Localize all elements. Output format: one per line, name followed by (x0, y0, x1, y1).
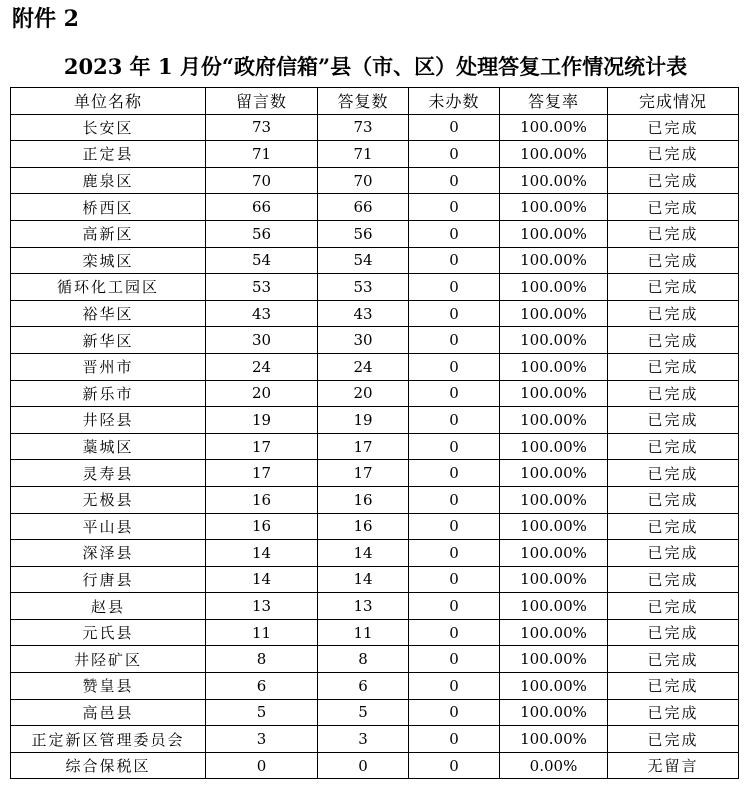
reply-count-cell: 66 (318, 194, 409, 221)
pending-count-cell: 0 (409, 380, 500, 407)
completion-status-cell: 已完成 (608, 380, 739, 407)
reply-count-cell: 73 (318, 114, 409, 141)
table-row (11, 247, 739, 274)
pending-count-cell: 0 (409, 460, 500, 487)
table-row (11, 353, 739, 380)
message-count-cell: 70 (206, 167, 318, 194)
reply-rate-cell: 100.00% (500, 593, 608, 620)
table-row (11, 380, 739, 407)
reply-rate-cell: 100.00% (500, 433, 608, 460)
message-count-cell: 11 (206, 619, 318, 646)
reply-count-cell: 56 (318, 220, 409, 247)
unit-name-cell: 井陉矿区 (11, 646, 206, 673)
reply-rate-cell: 100.00% (500, 726, 608, 753)
table-row (11, 646, 739, 673)
message-count-cell: 14 (206, 566, 318, 593)
table-row (11, 167, 739, 194)
unit-name-cell: 高邑县 (11, 699, 206, 726)
completion-status-cell: 已完成 (608, 433, 739, 460)
completion-status-cell: 已完成 (608, 619, 739, 646)
unit-name-cell: 平山县 (11, 513, 206, 540)
pending-count-cell: 0 (409, 752, 500, 779)
message-count-cell: 16 (206, 486, 318, 513)
pending-count-cell: 0 (409, 141, 500, 168)
table-header-row (11, 88, 739, 115)
reply-rate-cell: 100.00% (500, 566, 608, 593)
reply-rate-cell: 100.00% (500, 327, 608, 354)
reply-rate-cell: 100.00% (500, 540, 608, 567)
reply-count-cell: 8 (318, 646, 409, 673)
unit-name-cell: 桥西区 (11, 194, 206, 221)
header-message-count: 留言数 (206, 88, 318, 115)
unit-name-cell: 新华区 (11, 327, 206, 354)
table-row (11, 141, 739, 168)
completion-status-cell: 已完成 (608, 540, 739, 567)
pending-count-cell: 0 (409, 220, 500, 247)
reply-count-cell: 5 (318, 699, 409, 726)
message-count-cell: 14 (206, 540, 318, 567)
reply-rate-cell: 100.00% (500, 460, 608, 487)
table-row (11, 752, 739, 779)
table-row (11, 513, 739, 540)
table-row (11, 274, 739, 301)
completion-status-cell: 已完成 (608, 726, 739, 753)
completion-status-cell: 已完成 (608, 141, 739, 168)
reply-rate-cell: 100.00% (500, 380, 608, 407)
reply-rate-cell: 100.00% (500, 486, 608, 513)
header-reply-rate: 答复率 (500, 88, 608, 115)
table-row (11, 726, 739, 753)
reply-count-cell: 24 (318, 353, 409, 380)
unit-name-cell: 赞皇县 (11, 673, 206, 700)
unit-name-cell: 高新区 (11, 220, 206, 247)
reply-count-cell: 0 (318, 752, 409, 779)
unit-name-cell: 无极县 (11, 486, 206, 513)
unit-name-cell: 灵寿县 (11, 460, 206, 487)
pending-count-cell: 0 (409, 566, 500, 593)
reply-rate-cell: 100.00% (500, 220, 608, 247)
reply-count-cell: 71 (318, 141, 409, 168)
reply-rate-cell: 100.00% (500, 194, 608, 221)
unit-name-cell: 长安区 (11, 114, 206, 141)
pending-count-cell: 0 (409, 540, 500, 567)
table-body (11, 114, 739, 779)
reply-rate-cell: 100.00% (500, 407, 608, 434)
completion-status-cell: 已完成 (608, 247, 739, 274)
message-count-cell: 8 (206, 646, 318, 673)
page-title: 2023 年 1 月份“政府信箱”县（市、区）处理答复工作情况统计表 (63, 54, 688, 79)
completion-status-cell: 已完成 (608, 699, 739, 726)
table-row (11, 593, 739, 620)
table-row (11, 327, 739, 354)
reply-count-cell: 20 (318, 380, 409, 407)
message-count-cell: 17 (206, 460, 318, 487)
pending-count-cell: 0 (409, 407, 500, 434)
reply-rate-cell: 100.00% (500, 646, 608, 673)
message-count-cell: 6 (206, 673, 318, 700)
pending-count-cell: 0 (409, 327, 500, 354)
reply-count-cell: 17 (318, 433, 409, 460)
message-count-cell: 19 (206, 407, 318, 434)
pending-count-cell: 0 (409, 726, 500, 753)
unit-name-cell: 循环化工园区 (11, 274, 206, 301)
table-row (11, 540, 739, 567)
completion-status-cell: 已完成 (608, 566, 739, 593)
reply-rate-cell: 100.00% (500, 114, 608, 141)
completion-status-cell: 已完成 (608, 114, 739, 141)
reply-rate-cell: 100.00% (500, 673, 608, 700)
pending-count-cell: 0 (409, 114, 500, 141)
completion-status-cell: 已完成 (608, 327, 739, 354)
reply-rate-cell: 100.00% (500, 699, 608, 726)
message-count-cell: 43 (206, 300, 318, 327)
table-row (11, 460, 739, 487)
message-count-cell: 24 (206, 353, 318, 380)
completion-status-cell: 已完成 (608, 274, 739, 301)
message-count-cell: 73 (206, 114, 318, 141)
completion-status-cell: 已完成 (608, 353, 739, 380)
table-row (11, 673, 739, 700)
unit-name-cell: 正定新区管理委员会 (11, 726, 206, 753)
reply-count-cell: 16 (318, 486, 409, 513)
header-completion-status: 完成情况 (608, 88, 739, 115)
reply-count-cell: 17 (318, 460, 409, 487)
reply-count-cell: 16 (318, 513, 409, 540)
pending-count-cell: 0 (409, 486, 500, 513)
unit-name-cell: 鹿泉区 (11, 167, 206, 194)
completion-status-cell: 已完成 (608, 194, 739, 221)
reply-count-cell: 30 (318, 327, 409, 354)
table-row (11, 220, 739, 247)
unit-name-cell: 藁城区 (11, 433, 206, 460)
table-row (11, 433, 739, 460)
table-row (11, 619, 739, 646)
reply-rate-cell: 100.00% (500, 300, 608, 327)
unit-name-cell: 行唐县 (11, 566, 206, 593)
table-row (11, 486, 739, 513)
reply-rate-cell: 100.00% (500, 274, 608, 301)
pending-count-cell: 0 (409, 673, 500, 700)
reply-rate-cell: 100.00% (500, 141, 608, 168)
table-row (11, 699, 739, 726)
completion-status-cell: 已完成 (608, 407, 739, 434)
reply-rate-cell: 100.00% (500, 247, 608, 274)
message-count-cell: 16 (206, 513, 318, 540)
table-row (11, 194, 739, 221)
reply-count-cell: 19 (318, 407, 409, 434)
pending-count-cell: 0 (409, 194, 500, 221)
completion-status-cell: 已完成 (608, 646, 739, 673)
reply-rate-cell: 100.00% (500, 513, 608, 540)
completion-status-cell: 已完成 (608, 460, 739, 487)
completion-status-cell: 已完成 (608, 513, 739, 540)
pending-count-cell: 0 (409, 513, 500, 540)
message-count-cell: 53 (206, 274, 318, 301)
pending-count-cell: 0 (409, 167, 500, 194)
reply-rate-cell: 0.00% (500, 752, 608, 779)
unit-name-cell: 赵县 (11, 593, 206, 620)
unit-name-cell: 深泽县 (11, 540, 206, 567)
reply-count-cell: 54 (318, 247, 409, 274)
message-count-cell: 56 (206, 220, 318, 247)
pending-count-cell: 0 (409, 353, 500, 380)
unit-name-cell: 井陉县 (11, 407, 206, 434)
message-count-cell: 13 (206, 593, 318, 620)
message-count-cell: 71 (206, 141, 318, 168)
pending-count-cell: 0 (409, 300, 500, 327)
reply-rate-cell: 100.00% (500, 167, 608, 194)
table-row (11, 114, 739, 141)
pending-count-cell: 0 (409, 646, 500, 673)
unit-name-cell: 晋州市 (11, 353, 206, 380)
reply-count-cell: 70 (318, 167, 409, 194)
completion-status-cell: 已完成 (608, 167, 739, 194)
unit-name-cell: 正定县 (11, 141, 206, 168)
unit-name-cell: 裕华区 (11, 300, 206, 327)
message-count-cell: 3 (206, 726, 318, 753)
pending-count-cell: 0 (409, 274, 500, 301)
completion-status-cell: 无留言 (608, 752, 739, 779)
reply-count-cell: 13 (318, 593, 409, 620)
reply-count-cell: 14 (318, 566, 409, 593)
completion-status-cell: 已完成 (608, 673, 739, 700)
message-count-cell: 54 (206, 247, 318, 274)
unit-name-cell: 综合保税区 (11, 752, 206, 779)
reply-count-cell: 14 (318, 540, 409, 567)
pending-count-cell: 0 (409, 247, 500, 274)
reply-count-cell: 3 (318, 726, 409, 753)
completion-status-cell: 已完成 (608, 593, 739, 620)
pending-count-cell: 0 (409, 619, 500, 646)
message-count-cell: 30 (206, 327, 318, 354)
reply-count-cell: 53 (318, 274, 409, 301)
message-count-cell: 66 (206, 194, 318, 221)
reply-rate-cell: 100.00% (500, 619, 608, 646)
unit-name-cell: 栾城区 (11, 247, 206, 274)
message-count-cell: 5 (206, 699, 318, 726)
table-row (11, 566, 739, 593)
header-reply-count: 答复数 (318, 88, 409, 115)
reply-rate-cell: 100.00% (500, 353, 608, 380)
statistics-table (10, 87, 739, 779)
pending-count-cell: 0 (409, 699, 500, 726)
reply-count-cell: 43 (318, 300, 409, 327)
pending-count-cell: 0 (409, 593, 500, 620)
unit-name-cell: 新乐市 (11, 380, 206, 407)
reply-count-cell: 6 (318, 673, 409, 700)
message-count-cell: 0 (206, 752, 318, 779)
pending-count-cell: 0 (409, 433, 500, 460)
unit-name-cell: 元氏县 (11, 619, 206, 646)
attachment-label: 附件 2 (12, 6, 79, 32)
completion-status-cell: 已完成 (608, 220, 739, 247)
header-pending-count: 未办数 (409, 88, 500, 115)
table-row (11, 300, 739, 327)
table-row (11, 407, 739, 434)
header-unit-name: 单位名称 (11, 88, 206, 115)
reply-count-cell: 11 (318, 619, 409, 646)
completion-status-cell: 已完成 (608, 486, 739, 513)
message-count-cell: 20 (206, 380, 318, 407)
completion-status-cell: 已完成 (608, 300, 739, 327)
message-count-cell: 17 (206, 433, 318, 460)
